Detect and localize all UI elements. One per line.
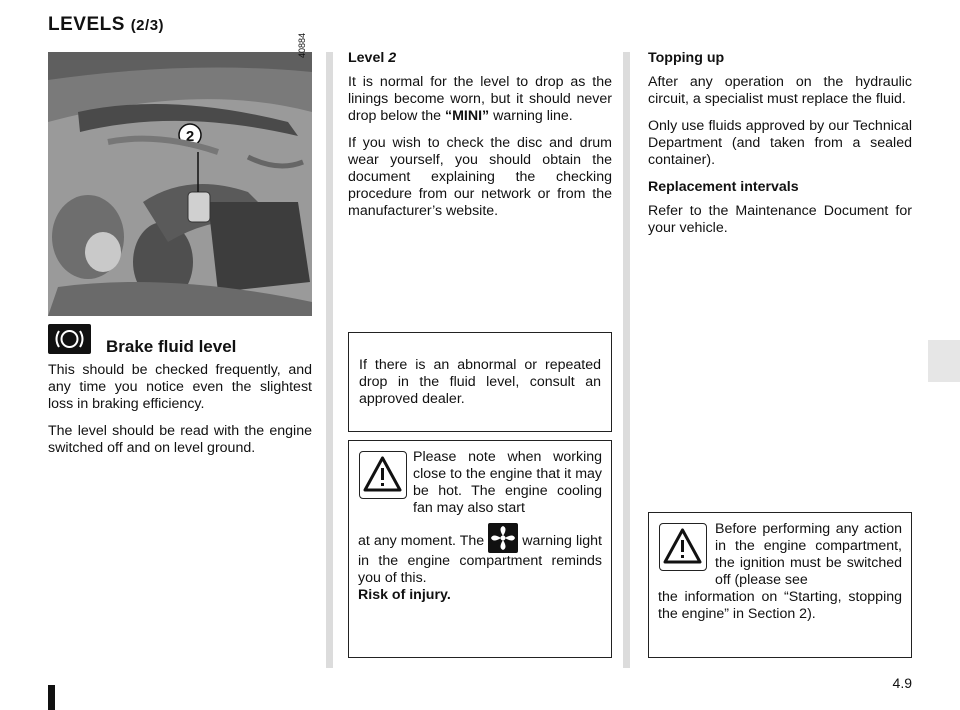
fan-icon bbox=[488, 523, 518, 553]
section-title: Brake fluid level bbox=[106, 337, 237, 356]
level-number: 2 bbox=[388, 50, 397, 66]
left-column-text bbox=[48, 362, 312, 467]
brake-warning-icon bbox=[48, 324, 91, 354]
page-title-part: (2/3) bbox=[130, 17, 165, 34]
replacement-heading: Replacement intervals bbox=[648, 179, 799, 195]
note-text: If there is an abnormal or repeated drop in the fluid level, consult an approved dealer. bbox=[359, 357, 601, 407]
middle-column-text bbox=[348, 50, 612, 230]
warning-text: Before performing any action in the engine compartment, the ignition must be switched off (please see bbox=[715, 521, 902, 588]
warning-text: Please note when working close to the engine that it may be hot. The engine cooling fan may also start bbox=[413, 449, 602, 516]
warning-bold-text: Risk of injury. bbox=[358, 587, 451, 603]
page-number: 4.9 bbox=[892, 675, 912, 691]
column-divider bbox=[326, 52, 333, 668]
warning-box bbox=[648, 512, 912, 658]
warning-text: the information on “Starting, stopping the engine” in Section 2). bbox=[658, 589, 902, 622]
paragraph: If you wish to check the disc and drum wear yourself, you should obtain the document explaining the checking procedure from our network or from the manufacturer’s website. bbox=[348, 135, 612, 219]
engine-photo bbox=[48, 52, 312, 316]
paragraph: Only use fluids approved by our Technical Department (and taken from a sealed container). bbox=[648, 118, 912, 168]
paragraph: The level should be read with the engine switched off and on level ground. bbox=[48, 423, 312, 456]
right-column-text bbox=[648, 50, 912, 247]
paragraph: This should be checked frequently, and any time you notice even the slightest loss in braking efficiency. bbox=[48, 362, 312, 412]
note-box bbox=[348, 332, 612, 432]
warning-text: at any moment. The warning light in the engine compartment reminds you of this. bbox=[358, 523, 602, 587]
warning-triangle-icon bbox=[359, 451, 407, 499]
callout-label: 2 bbox=[185, 128, 195, 145]
topping-up-heading: Topping up bbox=[648, 50, 725, 66]
image-reference-code: 40884 bbox=[297, 32, 307, 58]
level-heading: Level 2 bbox=[348, 50, 397, 66]
warning-triangle-icon bbox=[659, 523, 707, 571]
warning-box bbox=[348, 440, 612, 658]
mini-label: “MINI” bbox=[445, 108, 490, 124]
paragraph: After any operation on the hydraulic circuit, a specialist must replace the fluid. bbox=[648, 74, 912, 107]
paragraph: Refer to the Maintenance Document for your vehicle. bbox=[648, 203, 912, 236]
page-title: LEVELS (2/3) bbox=[48, 14, 165, 35]
column-divider bbox=[623, 52, 630, 668]
paragraph: It is normal for the level to drop as the linings become worn, but it should never drop below the “MINI” warning line. bbox=[348, 74, 612, 124]
page-marker bbox=[48, 685, 55, 710]
section-tab bbox=[928, 340, 960, 382]
